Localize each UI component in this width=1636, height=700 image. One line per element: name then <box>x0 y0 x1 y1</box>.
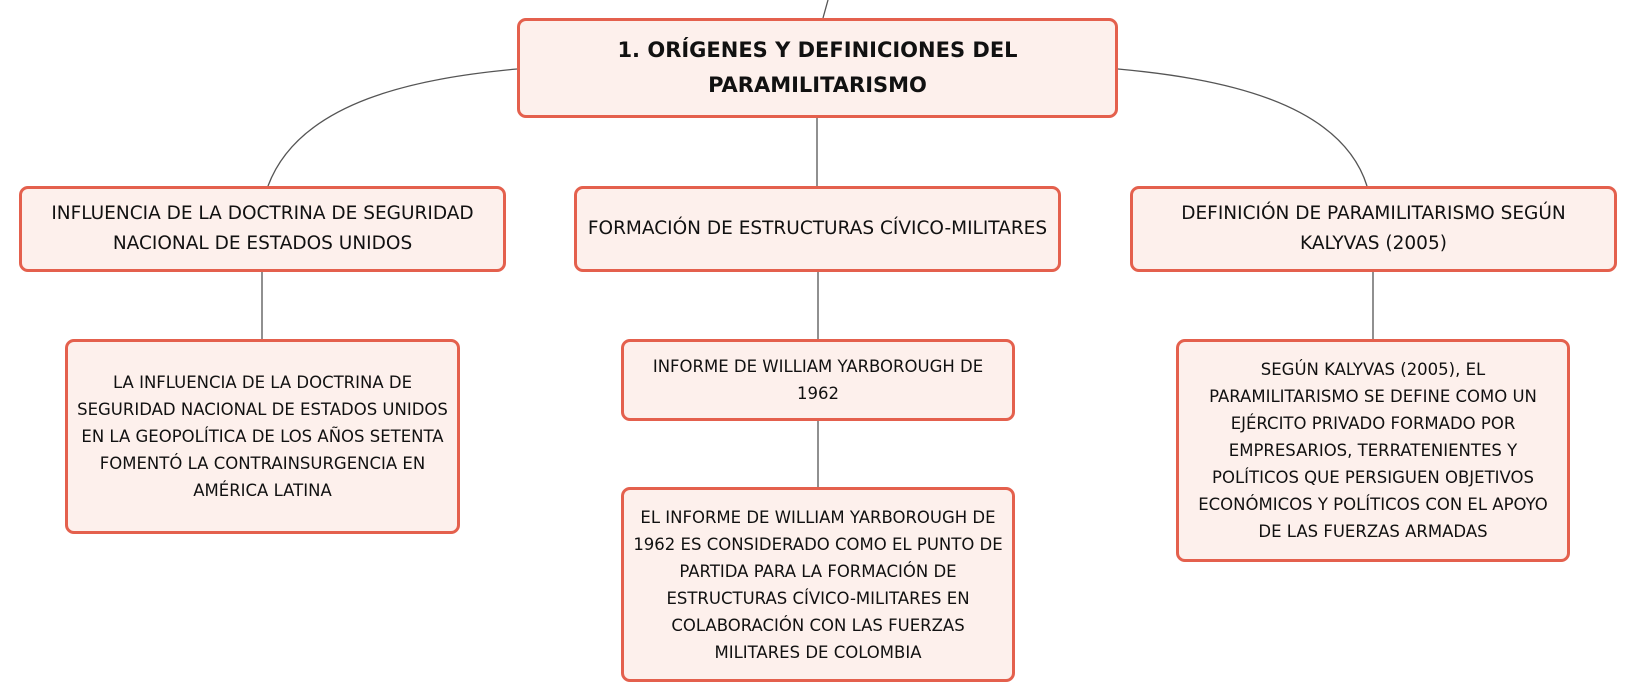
root-topic-title: 1. ORÍGENES Y DEFINICIONES DEL PARAMILITARISMO <box>617 38 1018 97</box>
detail-text: SEGÚN KALYVAS (2005), EL PARAMILITARISMO SE DEFINE COMO UN EJÉRCITO PRIVADO FORMADO POR EMPRESARIOS, TERRATENIENTES Y POLÍTICOS QUE PERSIGUEN OBJETIVOS ECONÓMICOS Y POLÍTICOS CON EL APOYO DE LAS FUERZAS ARMADAS <box>1198 360 1548 541</box>
detail-text: LA INFLUENCIA DE LA DOCTRINA DE SEGURIDAD NACIONAL DE ESTADOS UNIDOS EN LA GEOPOLÍTICA DE LOS AÑOS SETENTA FOMENTÓ LA CONTRAINSURGENCIA EN AMÉRICA LATINA <box>77 373 448 500</box>
connector-root-to-left-branch <box>268 69 517 186</box>
connector-parent-incoming <box>823 0 828 18</box>
connector-root-to-right-branch <box>1118 69 1367 186</box>
detail-node-security-doctrine[interactable] <box>65 339 460 534</box>
branch-node-civic-military-structures[interactable] <box>574 186 1061 272</box>
root-topic-node[interactable] <box>517 18 1118 118</box>
detail-text: EL INFORME DE WILLIAM YARBOROUGH DE 1962 ES CONSIDERADO COMO EL PUNTO DE PARTIDA PARA LA FORMACIÓN DE ESTRUCTURAS CÍVICO-MILITARES EN COLABORACIÓN CON LAS FUERZAS MILITARES DE COLOMBIA <box>633 507 1003 662</box>
detail-node-yarborough-report[interactable] <box>621 487 1015 682</box>
branch-label: INFLUENCIA DE LA DOCTRINA DE SEGURIDAD NACIONAL DE ESTADOS UNIDOS <box>51 203 474 254</box>
detail-node-kalyvas-definition[interactable] <box>1176 339 1570 562</box>
subtopic-node-yarborough-report[interactable] <box>621 339 1015 421</box>
branch-node-kalyvas-definition[interactable] <box>1130 186 1617 272</box>
branch-node-security-doctrine[interactable] <box>19 186 506 272</box>
branch-label: DEFINICIÓN DE PARAMILITARISMO SEGÚN KALYVAS (2005) <box>1181 203 1566 254</box>
subtopic-label: INFORME DE WILLIAM YARBOROUGH DE 1962 <box>652 357 984 403</box>
branch-label: FORMACIÓN DE ESTRUCTURAS CÍVICO-MILITARES <box>587 218 1048 239</box>
